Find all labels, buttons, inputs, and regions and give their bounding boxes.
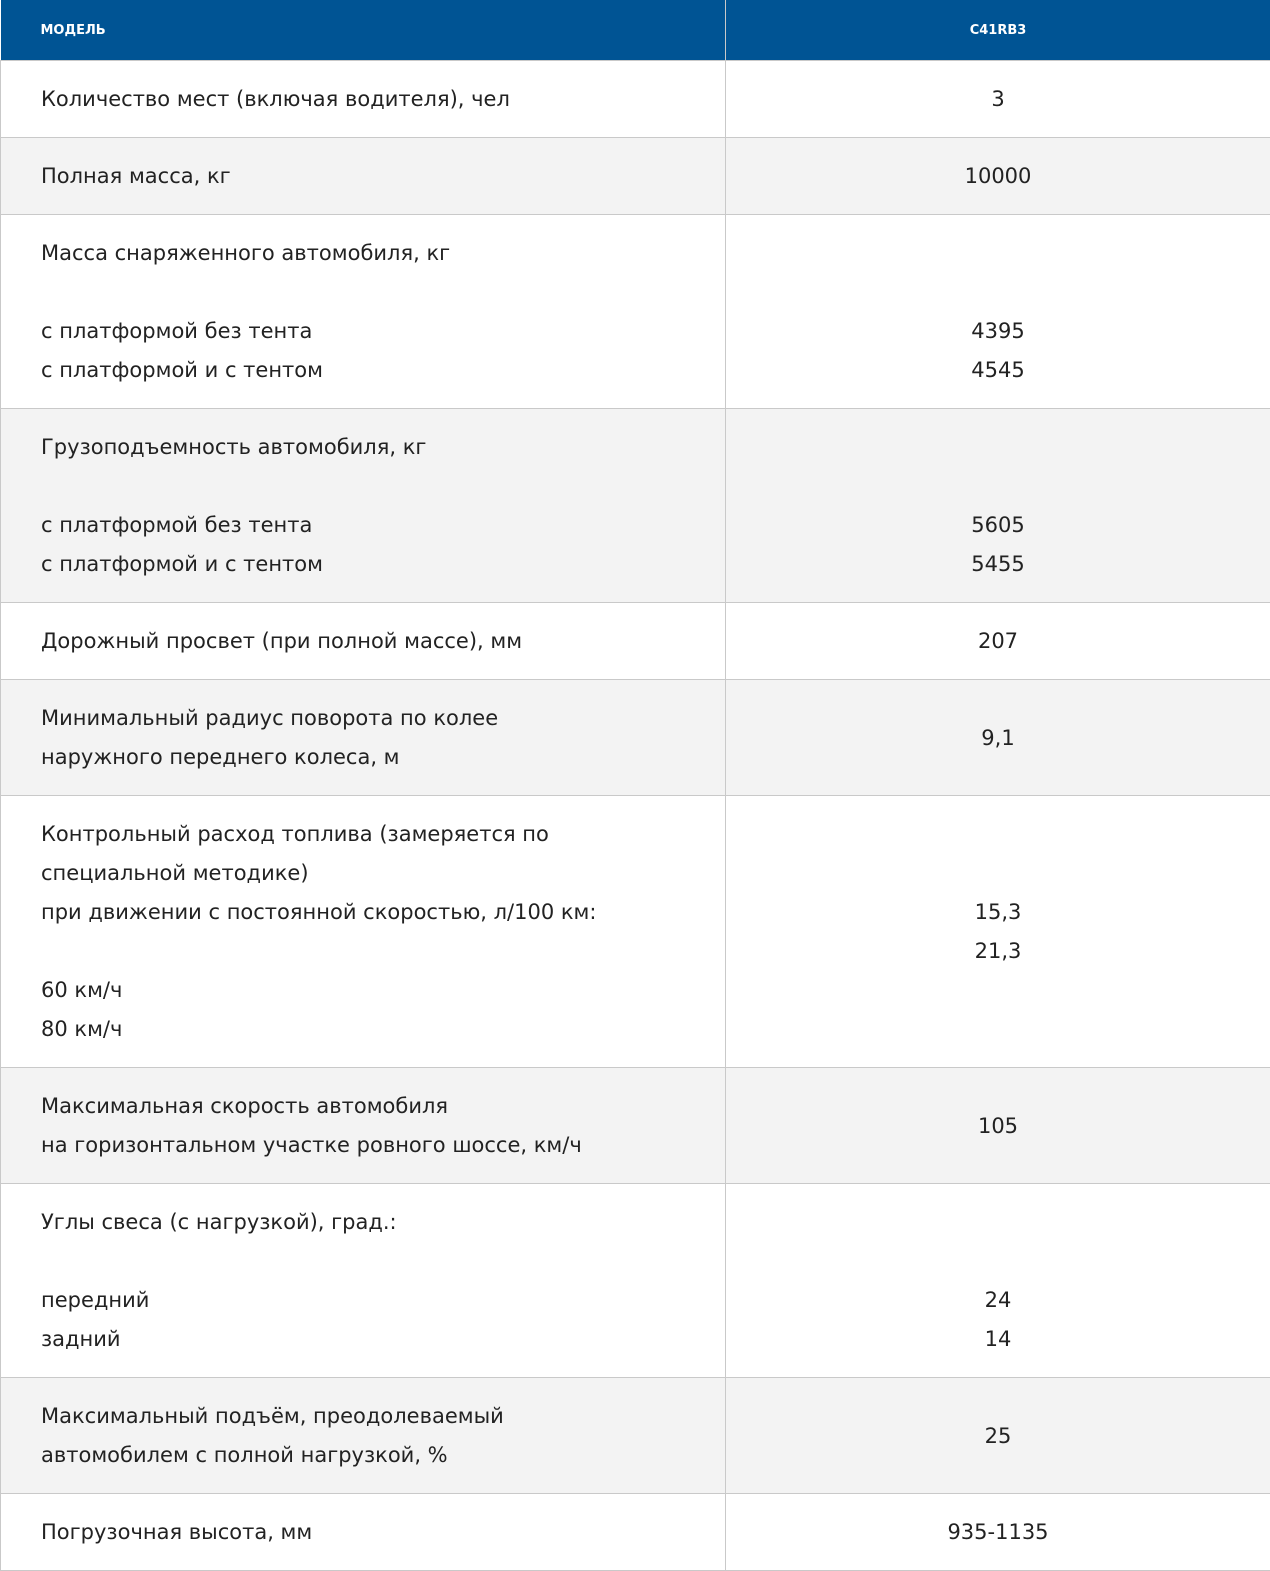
parameter-line: Грузоподъемность автомобиля, кг [41,428,725,467]
parameter-line: с платформой без тента [41,506,725,545]
table-row [1,61,1270,138]
value-cell [726,1184,1270,1378]
parameter-cell [1,215,726,409]
line-gap [41,467,725,506]
value-cell [726,1378,1270,1494]
value-line: 9,1 [726,719,1270,758]
line-gap [726,1203,1270,1242]
value-line: 24 [726,1281,1270,1320]
parameter-line: передний [41,1281,725,1320]
parameter-line: автомобилем с полной нагрузкой, % [41,1436,725,1475]
line-gap [726,467,1270,506]
line-gap [41,273,725,312]
parameter-line: при движении с постоянной скоростью, л/100 км: [41,893,725,932]
parameter-cell [1,796,726,1068]
parameter-line: с платформой без тента [41,312,725,351]
line-gap [726,428,1270,467]
parameter-line: Углы свеса (с нагрузкой), град.: [41,1203,725,1242]
table-body [1,61,1270,1571]
table-row [1,1494,1270,1571]
parameter-cell [1,1378,726,1494]
parameter-cell [1,409,726,603]
parameter-line: 60 км/ч [41,971,725,1010]
table-header-row [1,0,1270,61]
parameter-cell [1,1184,726,1378]
header-model-label: МОДЕЛЬ [1,0,726,61]
value-line: 25 [726,1417,1270,1456]
parameter-line: с платформой и с тентом [41,351,725,390]
value-cell [726,680,1270,796]
line-gap [41,932,725,971]
value-line: 105 [726,1107,1270,1146]
parameter-line: 80 км/ч [41,1010,725,1049]
parameter-line: Полная масса, кг [41,157,725,196]
table-row [1,796,1270,1068]
value-line: 5605 [726,506,1270,545]
parameter-line: задний [41,1320,725,1359]
table-row [1,409,1270,603]
value-line: 4395 [726,312,1270,351]
table-row [1,1068,1270,1184]
value-cell [726,796,1270,1068]
value-line: 207 [726,622,1270,661]
parameter-cell [1,138,726,215]
value-line: 21,3 [726,932,1270,971]
parameter-line: Погрузочная высота, мм [41,1513,725,1552]
table-row [1,1184,1270,1378]
parameter-line: Максимальный подъём, преодолеваемый [41,1397,725,1436]
parameter-line: Минимальный радиус поворота по колее [41,699,725,738]
value-cell [726,1068,1270,1184]
table-row [1,215,1270,409]
value-cell [726,409,1270,603]
parameter-line: на горизонтальном участке ровного шоссе, км/ч [41,1126,725,1165]
header-model-code: C41RB3 [726,0,1270,61]
parameter-cell [1,1068,726,1184]
value-line: 15,3 [726,893,1270,932]
line-gap [726,234,1270,273]
value-cell [726,215,1270,409]
parameter-line: наружного переднего колеса, м [41,738,725,777]
value-line: 3 [726,80,1270,119]
value-line: 935-1135 [726,1513,1270,1552]
value-line: 14 [726,1320,1270,1359]
parameter-cell [1,61,726,138]
parameter-line: Контрольный расход топлива (замеряется по [41,815,725,854]
parameter-line: с платформой и с тентом [41,545,725,584]
value-line: 5455 [726,545,1270,584]
value-cell [726,138,1270,215]
parameter-cell [1,680,726,796]
table-row [1,680,1270,796]
parameter-line: Максимальная скорость автомобиля [41,1087,725,1126]
value-line: 10000 [726,157,1270,196]
value-cell [726,61,1270,138]
line-gap [726,273,1270,312]
table-row [1,138,1270,215]
table-row [1,603,1270,680]
parameter-line: специальной методике) [41,854,725,893]
parameter-line: Количество мест (включая водителя), чел [41,80,725,119]
parameter-cell [1,1494,726,1571]
line-gap [726,1242,1270,1281]
parameter-line: Дорожный просвет (при полной массе), мм [41,622,725,661]
parameter-line: Масса снаряженного автомобиля, кг [41,234,725,273]
value-cell [726,1494,1270,1571]
parameter-cell [1,603,726,680]
value-cell [726,603,1270,680]
line-gap [41,1242,725,1281]
table-row [1,1378,1270,1494]
value-line: 4545 [726,351,1270,390]
